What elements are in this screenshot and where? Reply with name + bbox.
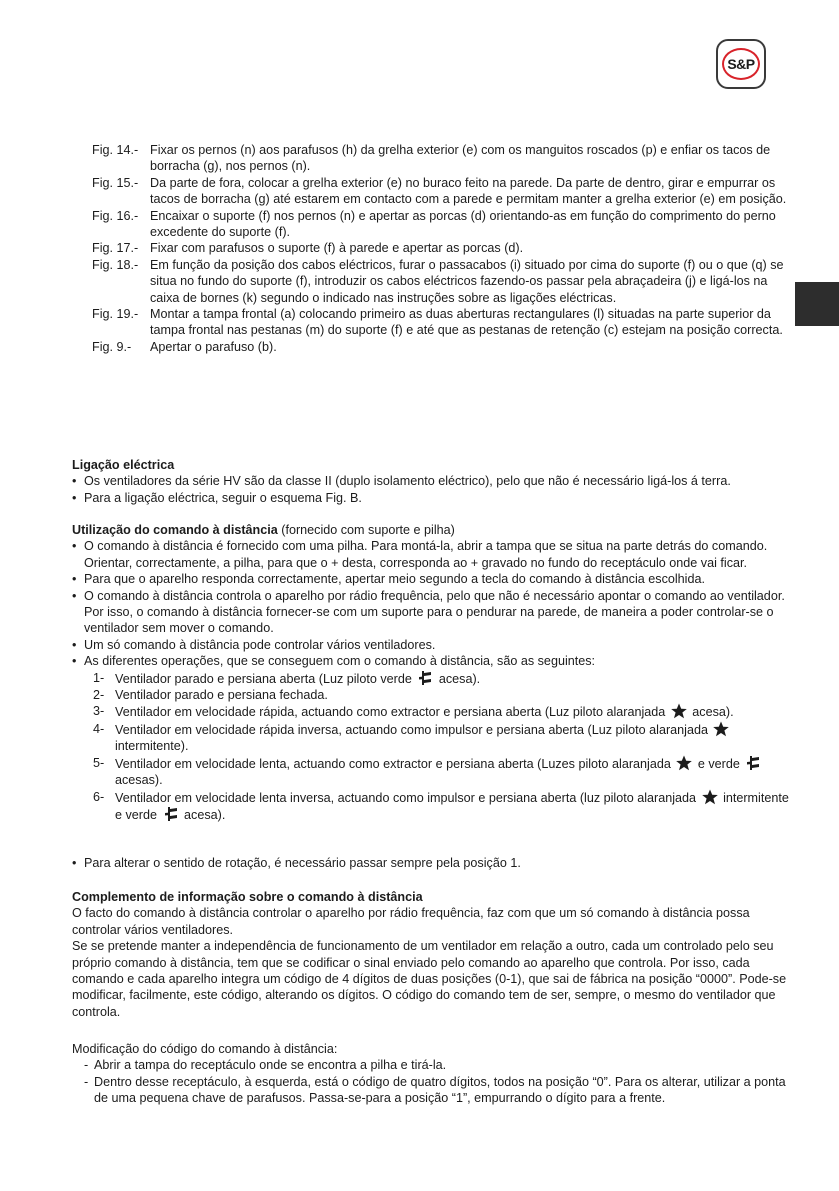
dash-text: Dentro desse receptáculo, à esquerda, está o código de quatro dígitos, todos na posição “0”. Para os alterar, utilizar a ponta de uma pequena chave de parafusos. Passa-se-para a posição “1”, empurrando o dígito para a frente. — [94, 1074, 786, 1106]
fig-text: Apertar o parafuso (b). — [150, 339, 277, 354]
list-item: • Um só comando à distância pode controlar vários ventiladores. — [72, 637, 798, 653]
fig-number: Fig. 15.- — [92, 175, 139, 190]
brand-logo — [716, 39, 766, 89]
modificacao-title: Modificação do código do comando à distância: — [72, 1042, 338, 1056]
bullet-text: O comando à distância é fornecido com uma pilha. Para montá-la, abrir a tampa que se situa na parte detrás do comando. Orientar, correctamente, a pilha, para que o + desta, corresponda ao + gravado no fundo do receptáculo onde vai ficar. — [84, 539, 768, 570]
operation-text-end: acesa). — [692, 705, 734, 720]
operation-text-mid: e verde — [697, 756, 740, 771]
operation-text: Ventilador em velocidade lenta inversa, actuando como impulsor e persiana aberta (luz piloto alaranjada — [115, 790, 697, 805]
operation-number: 1- — [93, 670, 105, 685]
rotation-note — [72, 855, 798, 871]
bullet-text: Um só comando à distância pode controlar vários ventiladores. — [84, 637, 436, 652]
section-tab-marker — [795, 282, 839, 326]
fig-text: Da parte de fora, colocar a grelha exterior (e) no buraco feito na parede. Da parte de dentro, girar e empurrar os tacos de borracha (g) até estarem em contacto com a parede e permitam manter a grelha exterior (e) em posição. — [150, 175, 787, 207]
operation-number: 4- — [93, 721, 105, 736]
operation-text: Ventilador parado e persiana aberta (Luz piloto verde — [115, 671, 412, 686]
list-item: • Para alterar o sentido de rotação, é necessário passar sempre pela posição 1. — [72, 855, 798, 871]
fan-green-light-icon — [163, 806, 179, 822]
list-item: • O comando à distância é fornecido com uma pilha. Para montá-la, abrir a tampa que se situa na parte detrás do comando. Orientar, correctamente, a pilha, para que o + desta, corresponda ao + gravado no fundo do receptáculo onde vai ficar. — [72, 538, 798, 571]
paragraph: Se se pretende manter a independência de funcionamento de um ventilador em relação a outro, cada um controlado pelo seu próprio comando à distância, tem que se codificar o sinal enviado pelo comando ao aparelho que controla. Por isso, cada comando e cada aparelho integra um código de 4 dígitos de duas posições (0-1), que sai de fábrica na posição “0000”. Pode-se modificar, facilmente, este código, alterando os dígitos. O código do comando tem de ser, sempre, o mesmo do ventilador que controla. — [72, 939, 787, 1019]
modificacao-section — [72, 1041, 798, 1107]
fig-number: Fig. 9.- — [92, 339, 132, 354]
operation-item — [93, 687, 798, 703]
operation-text-end: acesa). — [184, 807, 226, 822]
operation-text: Ventilador em velocidade rápida inversa, actuando como impulsor e persiana aberta (Luz piloto alaranjada — [115, 722, 708, 737]
fig-number: Fig. 14.- — [92, 143, 139, 157]
sp-logo-icon — [722, 48, 760, 80]
operation-text: Ventilador parado e persiana fechada. — [115, 688, 328, 703]
list-item: • As diferentes operações, que se conseguem com o comando à distância, são as seguintes: — [72, 653, 798, 669]
bullet-text: O comando à distância controla o aparelho por rádio frequência, pelo que não é necessário apontar o comando ao ventilador. Por isso, o comando à distância fornecer-se com um suporte para o pendurar na parede, de maneira a poder controlar-se o ventilador sem mover o comando. — [84, 588, 785, 636]
star-orange-light-icon — [676, 755, 692, 771]
list-item: • Para que o aparelho responda correctamente, apertar meio segundo a tecla do comando à distância escolhida. — [72, 571, 798, 587]
fig-text: Encaixar o suporte (f) nos pernos (n) e apertar as porcas (d) orientando-as em função do comprimento do perno excedente do suporte (f). — [150, 208, 776, 240]
operation-item — [93, 670, 798, 687]
fig-number: Fig. 16.- — [92, 208, 139, 223]
fig-text: Em função da posição dos cabos eléctricos, furar o passacabos (i) situado por cima do suporte (f) ou o que (q) se situa no fundo do suporte (f), introduzir os cabos eléctricos fazendo-os passar pela abraçadeira (j) e ligá-los na caixa de bornes (k) segundo o indicado nas instruções sobre as ligações eléctricas. — [150, 257, 784, 305]
paragraph: O facto do comando à distância controlar o aparelho por rádio frequência, faz com que um só comando à distância possa controlar vários ventiladores. — [72, 906, 750, 937]
fig-text: Montar a tampa frontal (a) colocando primeiro as duas aberturas rectangulares (l) situadas na parte superior da tampa frontal nas pestanas (m) do suporte (f) e até que as pestanas de retenção (c) estejam na posição correcta. — [150, 307, 783, 338]
bullet-text: Para alterar o sentido de rotação, é necessário passar sempre pela posição 1. — [84, 856, 521, 870]
operation-text: Ventilador em velocidade lenta, actuando como extractor e persiana aberta (Luzes piloto alaranjada — [115, 756, 671, 771]
fig-item — [92, 257, 797, 306]
fig-text: Fixar com parafusos o suporte (f) à parede e apertar as porcas (d). — [150, 241, 524, 256]
operation-number: 2- — [93, 688, 105, 703]
list-item: • Os ventiladores da série HV são da classe II (duplo isolamento eléctrico), pelo que não é necessário ligá-los á terra. — [72, 473, 798, 489]
fig-item — [92, 142, 797, 175]
operation-item — [93, 755, 798, 789]
fig-text: Fixar os pernos (n) aos parafusos (h) da grelha exterior (e) com os manguitos roscados (p) e enfiar os tacos de borracha (g), nos pernos (n). — [150, 143, 771, 174]
utilizacao-title — [72, 522, 798, 538]
utilizacao-section — [72, 522, 798, 823]
operation-number: 5- — [93, 755, 105, 770]
fig-item — [92, 306, 797, 339]
fig-item — [92, 175, 797, 208]
utilizacao-title-text: Utilização do comando à distância — [72, 523, 278, 537]
bullet-text: Para a ligação eléctrica, seguir o esquema Fig. B. — [84, 490, 362, 505]
dash-text: Abrir a tampa do receptáculo onde se encontra a pilha e tirá-la. — [94, 1058, 447, 1073]
ligacao-title: Ligação eléctrica — [72, 458, 175, 472]
operation-text-end: acesa). — [438, 671, 481, 686]
bullet-text: Para que o aparelho responda correctamente, apertar meio segundo a tecla do comando à distância escolhida. — [84, 572, 705, 587]
star-orange-light-icon — [713, 721, 729, 737]
fig-item — [92, 208, 797, 241]
operations-list — [93, 670, 798, 824]
operation-number: 3- — [93, 704, 105, 719]
list-item: - Abrir a tampa do receptáculo onde se encontra a pilha e tirá-la. — [84, 1057, 798, 1073]
list-item: • O comando à distância controla o aparelho por rádio frequência, pelo que não é necessário apontar o comando ao ventilador. Por isso, o comando à distância fornecer-se com um suporte para o pendurar na parede, de maneira a poder controlar-se o ventilador sem mover o comando. — [72, 588, 798, 637]
operation-item — [93, 789, 798, 824]
fig-number: Fig. 19.- — [92, 307, 139, 322]
operation-item — [93, 703, 798, 720]
fig-item — [92, 240, 797, 256]
operation-number: 6- — [93, 789, 105, 804]
fan-green-light-icon — [745, 755, 761, 771]
figure-instructions — [92, 142, 797, 355]
fan-green-light-icon — [417, 670, 433, 686]
operation-text-end: acesas). — [115, 773, 163, 788]
fig-number: Fig. 17.- — [92, 241, 139, 256]
list-item: - Dentro desse receptáculo, à esquerda, está o código de quatro dígitos, todos na posição “0”. Para os alterar, utilizar a ponta de uma pequena chave de parafusos. Passa-se-para a posição “1”, empurrando o dígito para a frente. — [84, 1074, 798, 1107]
operation-item — [93, 721, 798, 755]
fig-number: Fig. 18.- — [92, 257, 139, 272]
fig-item — [92, 339, 797, 355]
operation-text-end: intermitente). — [115, 739, 189, 754]
bullet-text: Os ventiladores da série HV são da classe II (duplo isolamento eléctrico), pelo que não é necessário ligá-los á terra. — [84, 474, 731, 489]
list-item: • Para a ligação eléctrica, seguir o esquema Fig. B. — [72, 490, 798, 506]
ligacao-section — [72, 457, 798, 506]
logo-text: S&P — [727, 55, 755, 72]
utilizacao-title-note: (fornecido com suporte e pilha) — [281, 523, 455, 537]
operation-text: Ventilador em velocidade rápida, actuando como extractor e persiana aberta (Luz piloto alaranjada — [115, 705, 666, 720]
bullet-text: As diferentes operações, que se conseguem com o comando à distância, são as seguintes: — [84, 654, 596, 669]
operation-text-mid: intermitente e verde — [115, 790, 789, 822]
complemento-title: Complemento de informação sobre o comando à distância — [72, 890, 423, 904]
complemento-section — [72, 889, 798, 1020]
star-orange-light-icon — [702, 789, 718, 805]
star-orange-light-icon — [671, 703, 687, 719]
